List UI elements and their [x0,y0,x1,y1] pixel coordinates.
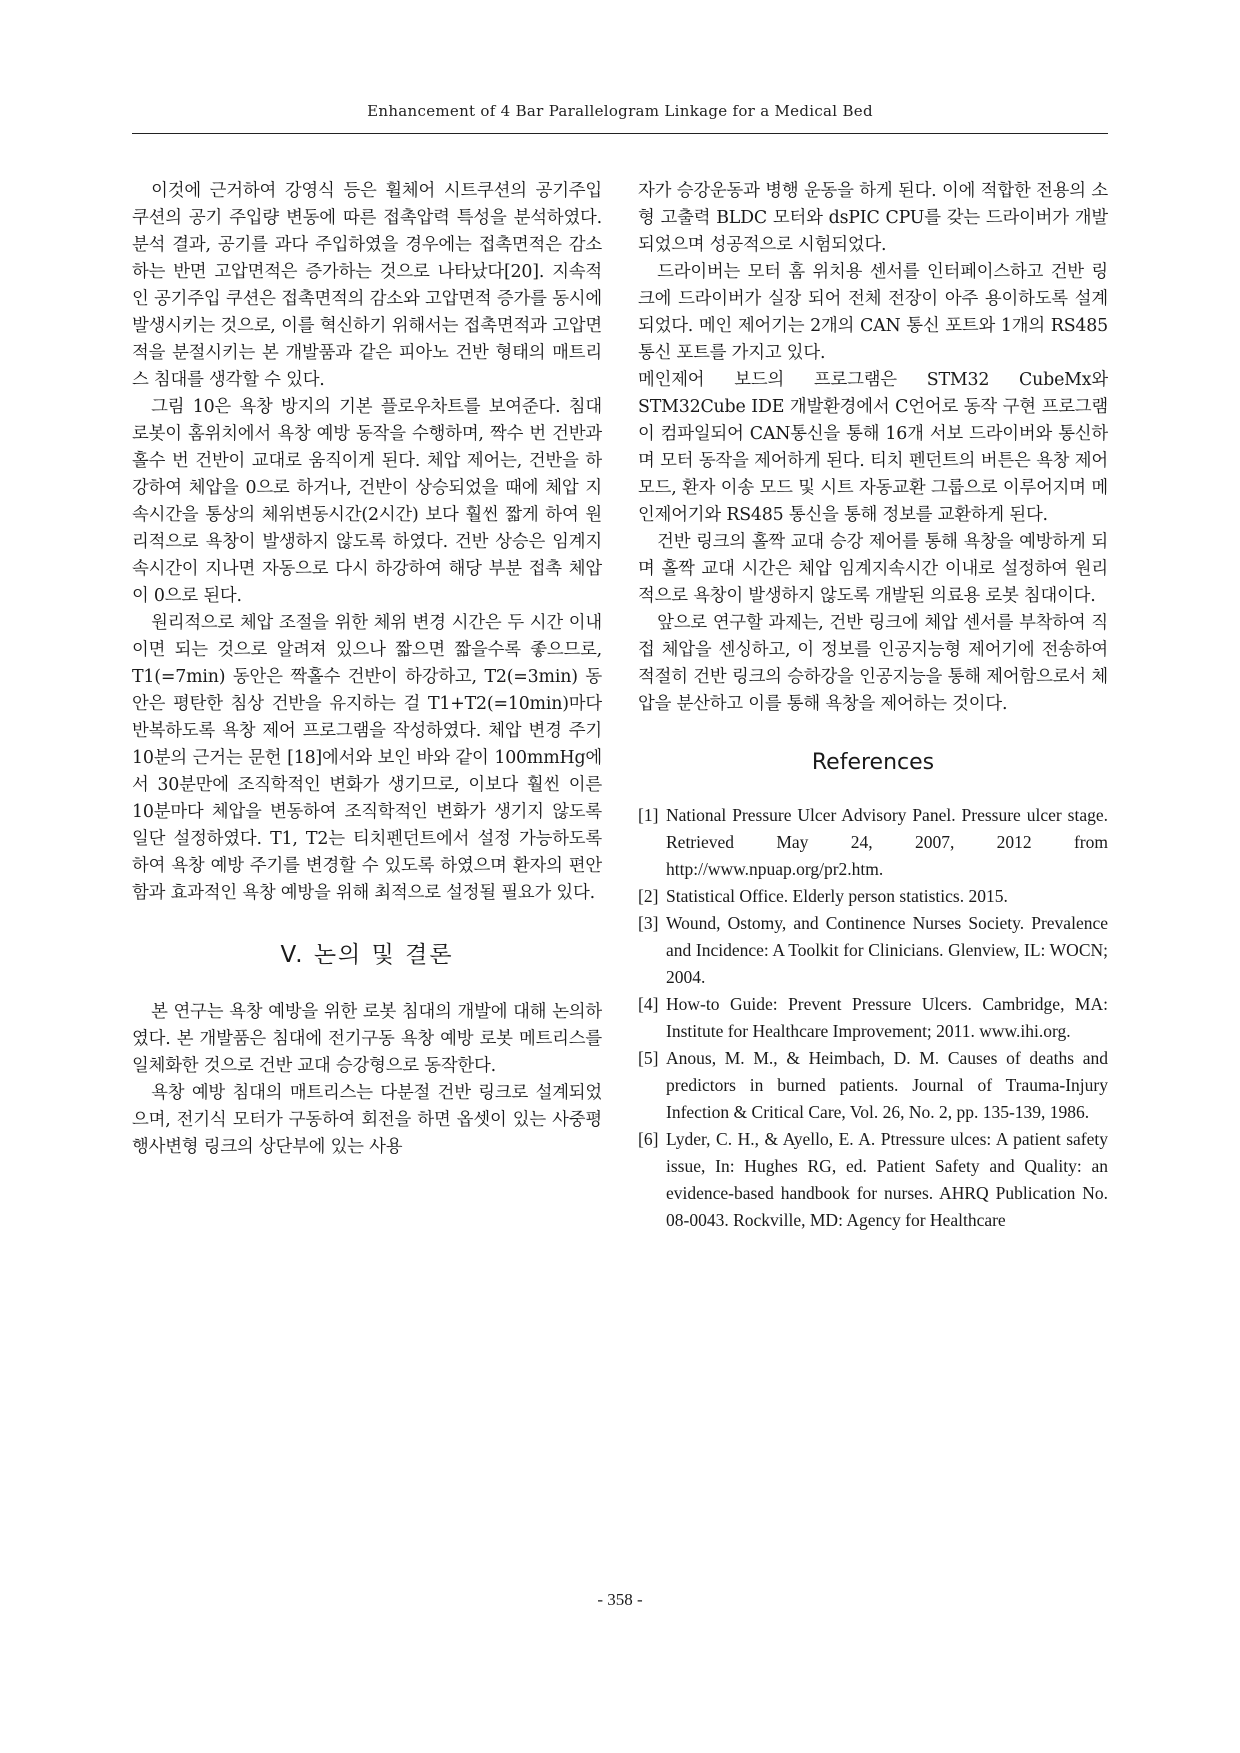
body-paragraph: 본 연구는 욕창 예방을 위한 로봇 침대의 개발에 대해 논의하였다. 본 개발품은 침대에 전기구동 욕창 예방 로봇 메트리스를 일체화한 것으로 건반 교대 승강형으로 동작한다. [132,1002,602,1076]
reference-number: [1] [638,805,659,825]
header-rule [132,133,1108,134]
reference-text: Anous, M. M., & Heimbach, D. M. Causes of deaths and predictors in burned patients. Journal of Trauma-Injury Infection & Critical Care, Vol. 26, No. 2, pp. 135-139, 1986. [666,1048,1108,1122]
body-paragraph: 메인제어 보드의 프로그램은 STM32 CubeMx와 STM32Cube IDE 개발환경에서 C언어로 동작 구현 프로그램이 컴파일되어 CAN통신을 통해 16개 서보 드라이버와 통신하며 모터 동작을 제어하게 된다. 티치 펜던트의 버튼은 욕창 제어 모드, 환자 이송 모드 및 시트 자동교환 그룹으로 이루어지며 메인제어기와 RS485 통신을 통해 정보를 교환하게 된다. [638,370,1108,525]
reference-text: Statistical Office. Elderly person statistics. 2015. [666,886,1008,906]
reference-item [638,1126,1108,1234]
reference-text: How-to Guide: Prevent Pressure Ulcers. Cambridge, MA: Institute for Healthcare Improvement; 2011. www.ihi.org. [666,994,1108,1041]
reference-text: Wound, Ostomy, and Continence Nurses Society. Prevalence and Incidence: A Toolkit for Clinicians. Glenview, IL: WOCN; 2004. [666,913,1108,987]
body-paragraph: 건반 링크의 홀짝 교대 승강 제어를 통해 욕창을 예방하게 되며 홀짝 교대 시간은 체압 임계지속시간 이내로 설정하여 원리적으로 욕창이 발생하지 않도록 개발된 의료용 로봇 침대이다. [638,532,1108,606]
references-heading: References [811,750,935,775]
body-paragraph: 자가 승강운동과 병행 운동을 하게 된다. 이에 적합한 전용의 소형 고출력 BLDC 모터와 dsPIC CPU를 갖는 드라이버가 개발되었으며 성공적으로 시험되었다. [638,181,1108,255]
reference-number: [6] [638,1129,659,1149]
reference-number: [2] [638,886,659,906]
reference-item [638,802,1108,883]
left-column [132,178,602,1161]
reference-number: [3] [638,913,659,933]
reference-item [638,910,1108,991]
body-paragraph: 이것에 근거하여 강영식 등은 휠체어 시트쿠션의 공기주입 쿠션의 공기 주입량 변동에 따른 접촉압력 특성을 분석하였다. 분석 결과, 공기를 과다 주입하였을 경우에는 접촉면적은 감소하는 반면 고압면적은 증가하는 것으로 나타났다[20]. 지속적인 공기주입 쿠션은 접촉면적의 감소와 고압면적 증가를 동시에 발생시키는 것으로, 이를 혁신하기 위해서는 접촉면적과 고압면적을 분절시키는 본 개발품과 같은 피아노 건반 형태의 매트리스 침대를 생각할 수 있다. [132,181,602,390]
reference-number: [5] [638,1048,659,1068]
running-title: Enhancement of 4 Bar Parallelogram Linkage for a Medical Bed [367,102,873,120]
reference-text: National Pressure Ulcer Advisory Panel. Pressure ulcer stage. Retrieved May 24, 2007, 2012 from http://www.npuap.org/pr2.htm. [666,805,1108,879]
right-column [638,178,1108,1234]
body-paragraph: 그림 10은 욕창 방지의 기본 플로우차트를 보여준다. 침대 로봇이 홈위치에서 욕창 예방 동작을 수행하며, 짝수 번 건반과 홀수 번 건반이 교대로 움직이게 된다. 체압 제어는, 건반을 하강하여 체압을 0으로 하거나, 건반이 상승되었을 때에 체압 지속시간을 통상의 체위변동시간(2시간) 보다 훨씬 짧게 하여 원리적으로 욕창이 발생하지 않도록 하였다. 건반 상승은 임계지속시간이 지나면 자동으로 다시 하강하여 해당 부분 접촉 체압이 0으로 된다. [132,397,602,606]
section-heading: V. 논의 및 결론 [280,942,454,968]
reference-number: [4] [638,994,659,1014]
body-paragraph: 드라이버는 모터 홈 위치용 센서를 인터페이스하고 건반 링크에 드라이버가 실장 되어 전체 전장이 아주 용이하도록 설계되었다. 메인 제어기는 2개의 CAN 통신 포트와 1개의 RS485 통신 포트를 가지고 있다. [638,262,1108,363]
body-paragraph: 원리적으로 체압 조절을 위한 체위 변경 시간은 두 시간 이내이면 되는 것으로 알려져 있으나 짧으면 짧을수록 좋으므로, T1(=7min) 동안은 짝홀수 건반이 하강하고, T2(=3min) 동안은 평탄한 침상 건반을 유지하는 걸 T1+T2(=10min)마다 반복하도록 욕창 제어 프로그램을 작성하였다. 체압 변경 주기 10분의 근거는 문헌 [18]에서와 보인 바와 같이 100mmHg에서 30분만에 조직학적인 변화가 생기므로, 이보다 훨씬 이른 10분마다 체압을 변동하여 조직학적인 변화가 생기지 않도록 일단 설정하였다. T1, T2는 티치펜던트에서 설정 가능하도록 하여 욕창 예방 주기를 변경할 수 있도록 하였으며 환자의 편안함과 효과적인 욕창 예방을 위해 최적으로 설정될 필요가 있다. [132,613,602,903]
reference-item [638,1045,1108,1126]
reference-item [638,883,1108,910]
reference-item [638,991,1108,1045]
body-paragraph: 욕창 예방 침대의 매트리스는 다분절 건반 링크로 설계되었으며, 전기식 모터가 구동하여 회전을 하면 옵셋이 있는 사중평행사변형 링크의 상단부에 있는 사용 [132,1083,602,1157]
body-paragraph: 앞으로 연구할 과제는, 건반 링크에 체압 센서를 부착하여 직접 체압을 센싱하고, 이 정보를 인공지능형 제어기에 전송하여 적절히 건반 링크의 승하강을 인공지능을 통해 제어함으로서 체압을 분산하고 이를 통해 욕창을 제어하는 것이다. [638,613,1108,714]
page-number: - 358 - [597,1590,643,1609]
reference-text: Lyder, C. H., & Ayello, E. A. Ptressure ulces: A patient safety issue, In: Hughes RG, ed. Patient Safety and Quality: an evidence-based handbook for nurses. AHRQ Publication No. 08-0043. Rockville, MD: Agency for Healthcare [666,1129,1108,1230]
reference-list [638,802,1108,1234]
